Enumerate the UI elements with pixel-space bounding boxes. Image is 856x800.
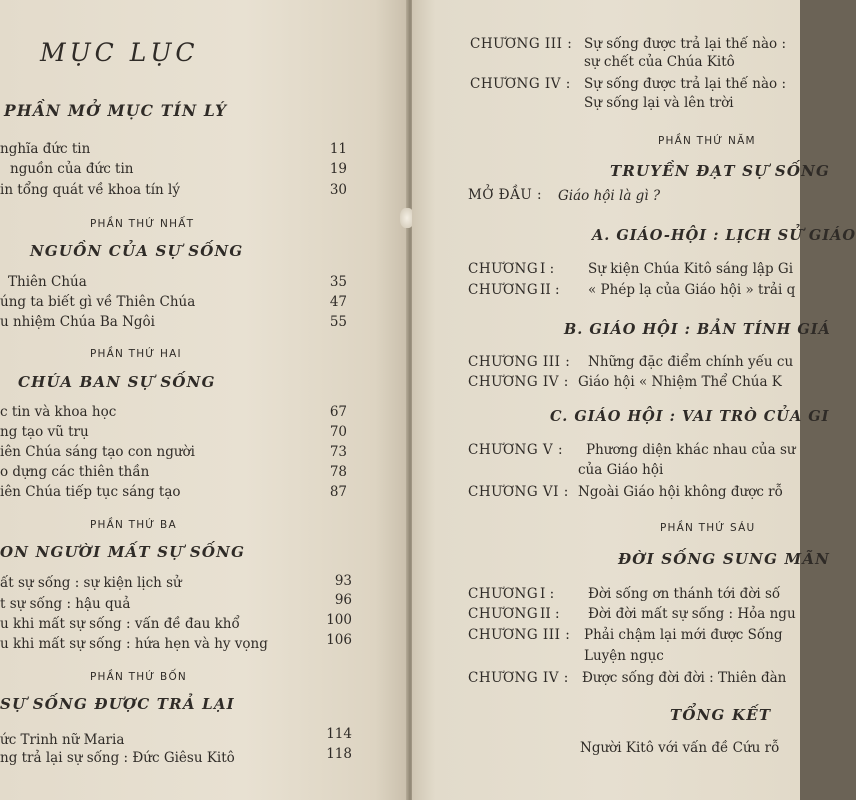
- toc-entry: nghĩa đức tin: [0, 141, 91, 157]
- toc-entry: u khi mất sự sống : hứa hẹn và hy vọng: [0, 636, 268, 652]
- toc-entry-continued: sự chết của Chúa Kitô: [584, 54, 735, 70]
- part-title: ĐỜI SỐNG SUNG MÃN: [618, 550, 831, 568]
- toc-page-number: 70: [329, 424, 347, 440]
- part-title: NGUỒN CỦA SỰ SỐNG: [30, 242, 244, 260]
- part-label: PHẦN THỨ NĂM: [658, 135, 756, 147]
- part-label: PHẦN THỨ BA: [90, 519, 177, 531]
- chapter-number: II :: [540, 282, 560, 298]
- toc-entry: Ngoài Giáo hội không được rỗ: [578, 484, 783, 500]
- toc-entry: Sự sống được trả lại thế nào :: [584, 76, 786, 92]
- part-title: CHÚA BAN SỰ SỐNG: [18, 373, 216, 391]
- chapter-label: CHƯƠNG III :: [468, 354, 571, 370]
- part-title: TRUYỀN ĐẠT SỰ SỐNG: [610, 162, 831, 180]
- toc-entry: Thiên Chúa: [8, 274, 87, 290]
- chapter-label: CHƯƠNG: [468, 606, 539, 622]
- toc-page-number: 118: [326, 746, 352, 762]
- toc-entry: ức Trinh nữ Maria: [0, 732, 125, 748]
- part-label: PHẦN THỨ HAI: [90, 348, 182, 360]
- toc-entry: iên Chúa tiếp tục sáng tạo: [0, 484, 181, 500]
- toc-page-number: 114: [326, 726, 352, 742]
- toc-entry: nguồn của đức tin: [10, 161, 134, 177]
- chapter-label: CHƯƠNG: [468, 261, 539, 277]
- toc-entry: o dựng các thiên thần: [0, 464, 150, 480]
- toc-page-number: 93: [334, 573, 352, 589]
- toc-entry-continued: Luyện ngục: [584, 648, 664, 664]
- toc-entry-continued: của Giáo hội: [578, 462, 664, 478]
- toc-entry: Được sống đời đời : Thiên đàn: [582, 670, 787, 686]
- toc-entry: iên Chúa sáng tạo con người: [0, 444, 195, 460]
- toc-page-number: 67: [329, 404, 347, 420]
- chapter-label: CHƯƠNG III :: [468, 627, 571, 643]
- toc-entry: úng ta biết gì về Thiên Chúa: [0, 294, 196, 310]
- toc-page-number: 106: [326, 632, 352, 648]
- chapter-label: CHƯƠNG V :: [468, 442, 564, 458]
- section-title: C. GIÁO HỘI : VAI TRÒ CỦA GI: [550, 408, 830, 425]
- toc-entry: ất sự sống : sự kiện lịch sử: [0, 575, 182, 591]
- intro-title: PHẦN MỞ MỤC TÍN LÝ: [4, 101, 228, 120]
- part-label: PHẦN THỨ BỐN: [90, 671, 187, 683]
- toc-entry: t sự sống : hậu quả: [0, 596, 131, 612]
- toc-page-number: 96: [334, 592, 352, 608]
- intro-label: MỞ ĐẦU :: [468, 187, 543, 203]
- summary-title: TỔNG KẾT: [670, 706, 772, 724]
- section-title: A. GIÁO-HỘI : LỊCH SỬ GIÁO: [592, 227, 856, 244]
- part-title: SỰ SỐNG ĐƯỢC TRẢ LẠI: [0, 695, 235, 713]
- toc-entry: Sự kiện Chúa Kitô sáng lập Gi: [588, 261, 794, 277]
- toc-entry: Sự sống được trả lại thế nào :: [584, 36, 786, 52]
- left-page: [0, 0, 408, 800]
- toc-entry: Người Kitô với vấn đề Cứu rỗ: [580, 740, 780, 756]
- toc-entry: Phương diện khác nhau của sư: [586, 442, 796, 458]
- chapter-label: CHƯƠNG IV :: [470, 76, 571, 92]
- toc-entry-continued: Sự sống lại và lên trời: [584, 95, 734, 111]
- toc-entry: Đời đời mất sự sống : Hỏa ngu: [588, 606, 796, 622]
- toc-page-number: 55: [329, 314, 347, 330]
- chapter-label: CHƯƠNG IV :: [468, 670, 569, 686]
- toc-page-number: 73: [329, 444, 347, 460]
- part-title: ON NGƯỜI MẤT SỰ SỐNG: [0, 543, 246, 561]
- toc-entry: Đời sống ơn thánh tới đời số: [588, 586, 781, 602]
- chapter-label: CHƯƠNG: [468, 282, 539, 298]
- toc-page-number: 19: [329, 161, 347, 177]
- toc-entry: Giáo hội « Nhiệm Thể Chúa K: [578, 374, 782, 390]
- toc-entry: in tổng quát về khoa tín lý: [0, 182, 180, 198]
- right-page: [412, 0, 856, 800]
- toc-entry: « Phép lạ của Giáo hội » trải q: [588, 282, 796, 298]
- toc-entry: Những đặc điểm chính yếu cu: [588, 354, 794, 370]
- toc-page-number: 87: [329, 484, 347, 500]
- chapter-number: I :: [540, 261, 555, 277]
- chapter-label: CHƯƠNG: [468, 586, 539, 602]
- chapter-number: I :: [540, 586, 555, 602]
- toc-entry: u khi mất sự sống : vấn đề đau khổ: [0, 616, 240, 632]
- part-label: PHẦN THỨ NHẤT: [90, 218, 195, 230]
- toc-page-number: 47: [329, 294, 347, 310]
- toc-page-number: 30: [329, 182, 347, 198]
- chapter-label: CHƯƠNG VI :: [468, 484, 569, 500]
- toc-entry: Phải chậm lại mới được Sống: [584, 627, 783, 643]
- toc-entry: ng trả lại sự sống : Đức Giêsu Kitô: [0, 750, 235, 766]
- toc-entry: ng tạo vũ trụ: [0, 424, 89, 440]
- section-title: B. GIÁO HỘI : BẢN TÍNH GIÁ: [564, 321, 831, 338]
- toc-page-number: 100: [326, 612, 352, 628]
- toc-page-number: 11: [329, 141, 347, 157]
- part-label: PHẦN THỨ SÁU: [660, 522, 756, 534]
- chapter-number: II :: [540, 606, 560, 622]
- toc-entry: u nhiệm Chúa Ba Ngôi: [0, 314, 155, 330]
- toc-page-number: 78: [329, 464, 347, 480]
- page-title: MỤC LỤC: [40, 38, 199, 67]
- chapter-label: CHƯƠNG IV :: [468, 374, 569, 390]
- toc-entry: Giáo hội là gì ?: [558, 188, 661, 204]
- chapter-label: CHƯƠNG III :: [470, 36, 573, 52]
- toc-entry: c tin và khoa học: [0, 404, 117, 420]
- toc-page-number: 35: [329, 274, 347, 290]
